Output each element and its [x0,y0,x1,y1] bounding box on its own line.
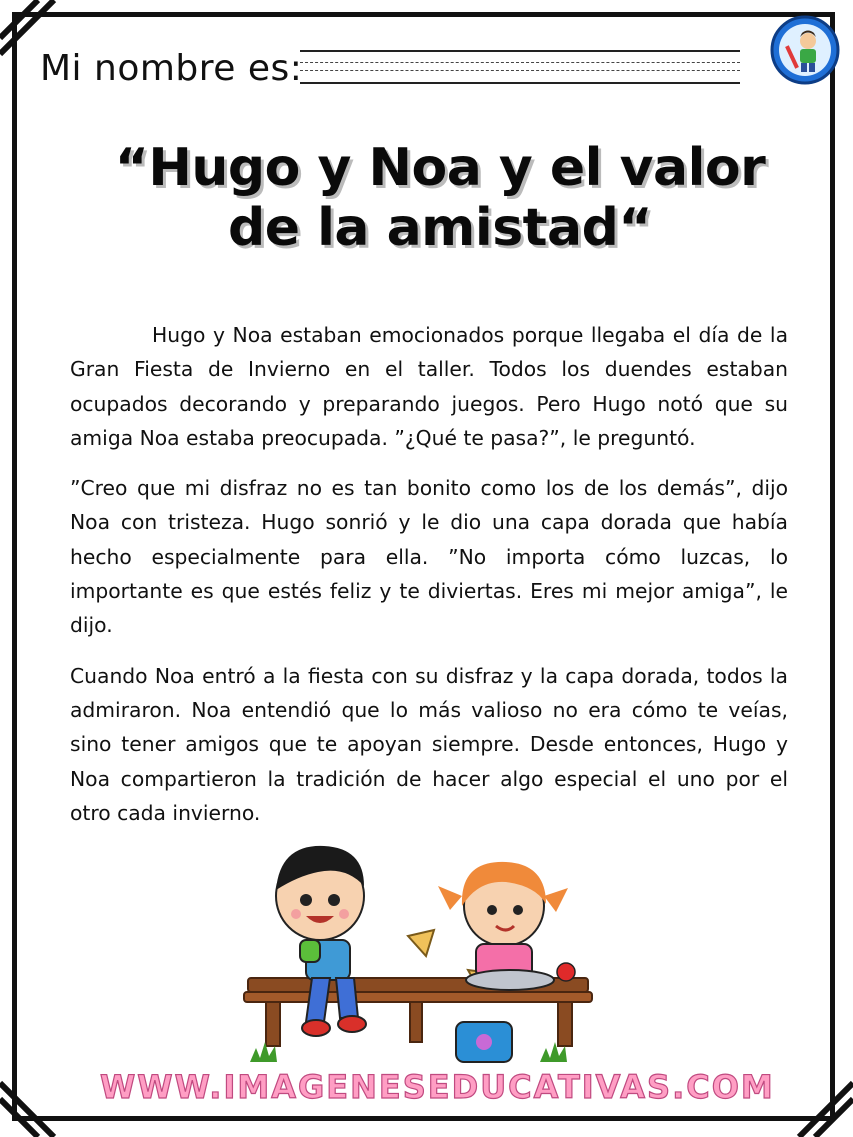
corner-stripes-icon [783,1067,853,1137]
story-title: “Hugo y Noa y el valor de la amistad“ [114,138,766,258]
corner-stripes-icon [0,1067,70,1137]
story-text [70,318,788,846]
name-writing-lines[interactable] [300,46,740,90]
website-url[interactable] [100,1068,775,1106]
boy-writing-logo-icon [770,15,840,85]
name-label: Mi nombre es: [40,48,303,89]
website-url-text: WWW.IMAGENESEDUCATIVAS.COM [100,1068,775,1106]
story-paragraph: Cuando Noa entró a la fiesta con su disfraz y la capa dorada, todos la admiraron. Noa entendió que lo más valioso no era cómo te veías, sino tener amigos que te apoyan siempre. Desde entonces, Hugo y Noa compartieron la tradición de hacer algo especial el uno por el otro cada invierno. [70,663,788,825]
story-paragraph: ”Creo que mi disfraz no es tan bonito como los de los demás”, dijo Noa con tristeza. Hugo sonrió y le dio una capa dorada que había hecho especialmente para ella. ”No importa cómo luzcas, lo importante es que estés feliz y te diviertas. Eres mi mejor amiga”, le dijo. [70,476,788,638]
story-paragraph: Hugo y Noa estaban emocionados porque llegaba el día de la Gran Fiesta de Invierno en el taller. Todos los duendes estaban ocupados decorando y preparando juegos. Pero Hugo notó que su amiga Noa estaba preocupada. ”¿Qué te pasa?”, le preguntó. [70,323,788,450]
children-on-bench-illustration-icon [240,840,600,1070]
